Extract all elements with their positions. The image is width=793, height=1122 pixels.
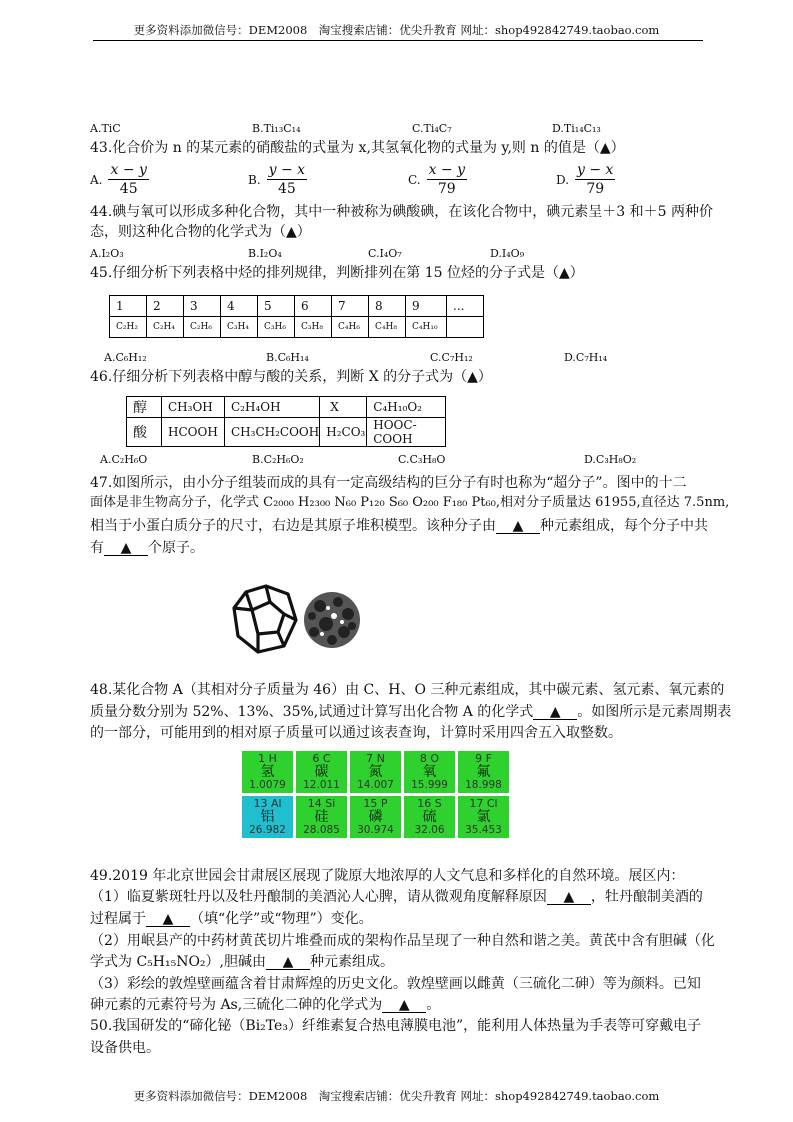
q49-line5	[90, 955, 394, 970]
element-name: 铝	[260, 808, 275, 825]
q43-option-d-num: y − x	[577, 162, 614, 178]
q47-line2: 面体是非生物高分子，化学式 C₂₀₀₀ H₂₃₀₀ N₆₀ P₁₂₀ S₆₀ O₂₀₀ F₁₈₀ Pt₆₀,相对分子质量达 61955,直径达 7.5nm,	[90, 495, 730, 510]
table-cell: 8	[369, 296, 406, 317]
table-cell: 1	[110, 296, 147, 317]
q42-option-c: C.Ti₄C₇	[412, 122, 452, 135]
q43-option-a-den: 45	[119, 181, 138, 197]
q49-line5-head: 学式为 C₅H₁₅NO₂）,胆碱由	[90, 954, 266, 970]
supermolecule-figure	[228, 580, 368, 665]
q49-line2-tail: ，牡丹酿制美酒的	[590, 889, 703, 905]
q49-line7-tail: 。	[426, 997, 441, 1013]
q46-stem: 46.仔细分析下列表格中醇与酸的关系，判断 X 的分子式为（▲）	[90, 369, 492, 385]
q47-line4-tail: 个原子。	[148, 540, 204, 556]
page-footer: 更多资料添加微信号：DEM2008 淘宝搜索店铺：优尖升教育 网址：shop492842749.taobao.com	[133, 1089, 660, 1103]
q46-option-a: A.C₂H₆O	[100, 453, 148, 466]
element-cell-n	[350, 751, 401, 793]
q47-line1: 47.如图所示，由小分子组装而成的具有一定高级结构的巨分子有时也称为“超分子”。图中的十二	[90, 475, 687, 491]
element-symbol: 14 Si	[307, 797, 336, 811]
q49-line5-tail: 种元素组成。	[310, 954, 394, 970]
q43-option-d-den: 79	[586, 181, 605, 197]
element-symbol: 1 H	[258, 752, 277, 766]
table-row	[127, 397, 446, 418]
q43-option-c	[408, 162, 467, 197]
q49-blank-2[interactable]: ▲	[146, 912, 190, 927]
periodic-table-fragment	[242, 751, 509, 838]
element-name: 碳	[314, 763, 329, 780]
q44-option-d: D.I₄O₉	[490, 247, 525, 260]
table-cell: CH₃CH₂COOH	[225, 418, 320, 447]
dodecahedron-model	[234, 586, 296, 652]
element-mass: 26.982	[249, 823, 286, 836]
q49-line3-tail: （填“化学”或“物理”）变化。	[190, 911, 373, 927]
q48-line2-text: 质量分数分别为 52%、13%、35%,试通过计算写出化合物 A 的化学式	[90, 704, 534, 720]
element-mass: 14.007	[357, 778, 394, 791]
table-cell: 醇	[127, 397, 162, 418]
element-name: 氧	[422, 763, 437, 780]
q43-option-d-label: D.	[556, 172, 570, 187]
element-name: 氢	[260, 763, 275, 780]
q49-line4: （2）用岷县产的中药材黄芪切片堆叠而成的架构作品呈现了一种自然和谐之美。黄芪中含有胆碱（化	[90, 933, 715, 949]
table-cell: C₂H₄	[147, 317, 184, 338]
table-cell: C₃H₆	[258, 317, 295, 338]
table-cell: 3	[184, 296, 221, 317]
element-mass: 15.999	[411, 778, 448, 791]
q45-table	[109, 295, 484, 338]
q50-line1: 50.我国研发的“碲化铋（Bi₂Te₃）纤维素复合热电薄膜电池”，能利用人体热量为手表等可穿戴电子	[90, 1018, 702, 1034]
q46-table	[126, 396, 446, 447]
q45-stem: 45.仔细分析下列表格中烃的排列规律，判断排列在第 15 位烃的分子式是（▲）	[90, 265, 584, 281]
q43-option-a-num: x − y	[110, 162, 147, 178]
q43-option-c-num: x − y	[428, 162, 466, 178]
q47-line3-text: 相当于小蛋白质分子的尺寸，右边是其原子堆积模型。该种分子由	[90, 518, 496, 534]
element-symbol: 9 F	[475, 752, 492, 766]
header-rule	[93, 40, 703, 41]
element-mass: 28.085	[303, 823, 340, 836]
element-name: 硅	[314, 808, 329, 825]
q49-line6: （3）彩绘的敦煌壁画蕴含着甘肃辉煌的历史文化。敦煌壁画以雌黄（三硫化二砷）等为颜料。已知	[90, 976, 701, 992]
q43-option-b	[248, 162, 307, 197]
q46-option-b: B.C₂H₆O₂	[252, 453, 304, 466]
table-cell: C₄H₆	[332, 317, 369, 338]
table-row	[110, 317, 484, 338]
table-cell: C₃H₈	[295, 317, 332, 338]
q50-line2: 设备供电。	[90, 1040, 160, 1056]
q43-option-b-label: B.	[248, 172, 261, 187]
table-cell: ...	[447, 296, 484, 317]
q47-blank-1[interactable]: ▲	[496, 519, 540, 534]
element-name: 氯	[476, 808, 491, 825]
element-mass: 18.998	[465, 778, 502, 791]
q43-option-a-label: A.	[90, 172, 103, 187]
element-name: 氮	[368, 763, 383, 780]
element-name: 硫	[422, 808, 437, 825]
table-cell: 9	[406, 296, 447, 317]
element-mass: 30.974	[357, 823, 394, 836]
q42-option-b: B.Ti₁₃C₁₄	[252, 122, 301, 135]
page-header: 更多资料添加微信号：DEM2008 淘宝搜索店铺：优尖升教育 网址：shop492842749.taobao.com	[133, 23, 660, 37]
q48-line2	[90, 705, 731, 720]
element-symbol: 17 Cl	[469, 797, 498, 811]
element-cell-p	[350, 796, 401, 838]
q43-option-a	[90, 162, 149, 197]
q48-blank[interactable]: ▲	[533, 705, 577, 720]
q42-option-d: D.Ti₁₄C₁₃	[552, 122, 601, 135]
table-row	[110, 296, 484, 317]
q48-line2-tail: 。如图所示是元素周期表	[577, 704, 732, 720]
element-mass: 1.0079	[249, 778, 286, 791]
table-cell: 2	[147, 296, 184, 317]
q49-blank-4[interactable]: ▲	[382, 998, 426, 1013]
element-name: 氟	[476, 763, 491, 780]
table-cell: HCOOH	[162, 418, 225, 447]
q43-stem: 43.化合价为 n 的某元素的硝酸盐的式量为 x,其氢氧化物的式量为 y,则 n 的值是（▲）	[90, 140, 625, 156]
q42-option-a: A.TiC	[90, 122, 121, 135]
element-cell-si	[296, 796, 347, 838]
q43-option-b-num: y − x	[268, 162, 306, 178]
table-cell: X	[320, 397, 367, 418]
table-cell: 酸	[127, 418, 162, 447]
atom-packing-model	[304, 592, 360, 648]
element-cell-s	[404, 796, 455, 838]
element-symbol: 8 O	[419, 752, 440, 766]
element-symbol: 7 N	[366, 752, 385, 766]
table-cell: HOOC-COOH	[367, 418, 446, 447]
q49-blank-3[interactable]: ▲	[266, 955, 310, 970]
q45-option-c: C.C₇H₁₂	[430, 351, 473, 364]
q49-blank-1[interactable]: ▲	[547, 890, 591, 905]
table-cell: C₄H₁₀O₂	[367, 397, 446, 418]
element-cell-o	[404, 751, 455, 793]
table-cell: H₂CO₃	[320, 418, 367, 447]
element-mass: 32.06	[414, 823, 445, 836]
q45-option-d: D.C₇H₁₄	[564, 351, 608, 364]
table-cell: 7	[332, 296, 369, 317]
element-symbol: 13 Al	[253, 797, 282, 811]
q46-option-c: C.C₃H₈O	[398, 453, 446, 466]
q44-line1: 44.碘与氧可以形成多种化合物，其中一种被称为碘酸碘，在该化合物中，碘元素呈＋3 和＋5 两种价	[90, 204, 713, 220]
element-cell-f	[458, 751, 509, 793]
q44-option-b: B.I₂O₄	[248, 247, 282, 260]
element-cell-h	[242, 751, 293, 793]
q49-line1: 49.2019 年北京世园会甘肃展区展现了陇原大地浓厚的人文气息和多样化的自然环境。展区内：	[90, 868, 685, 884]
q45-option-a: A.C₆H₁₂	[104, 351, 147, 364]
table-cell: CH₃OH	[162, 397, 225, 418]
q47-line3	[90, 519, 708, 534]
q49-line7	[90, 998, 440, 1013]
table-cell: C₂H₆	[184, 317, 221, 338]
table-cell: C₂H₂	[110, 317, 147, 338]
q48-line3: 的一部分，可能用到的相对原子质量可以通过该表查询，计算时采用四舍五入取整数。	[90, 725, 622, 741]
table-cell: 5	[258, 296, 295, 317]
q44-option-c: C.I₄O₇	[368, 247, 402, 260]
q47-line3-tail: 种元素组成，每个分子中共	[540, 518, 708, 534]
table-cell: C₄H₁₀	[406, 317, 447, 338]
q46-option-d: D.C₃H₈O₂	[584, 453, 637, 466]
element-symbol: 6 C	[312, 752, 331, 766]
element-symbol: 16 S	[417, 797, 442, 811]
q49-line7-head: 砷元素的元素符号为 As,三硫化二砷的化学式为	[90, 997, 383, 1013]
q43-option-b-den: 45	[277, 181, 296, 197]
element-mass: 35.453	[465, 823, 502, 836]
table-cell: 4	[221, 296, 258, 317]
q49-line2	[90, 890, 703, 905]
q44-line2: 态，则这种化合物的化学式为（▲）	[90, 224, 311, 240]
element-mass: 12.011	[303, 778, 340, 791]
table-cell: C₄H₈	[369, 317, 406, 338]
table-row	[127, 418, 446, 447]
table-cell: C₂H₄OH	[225, 397, 320, 418]
q43-option-d	[556, 162, 615, 197]
q43-option-c-den: 79	[437, 181, 456, 197]
q47-blank-2[interactable]: ▲	[104, 541, 148, 556]
element-cell-cl	[458, 796, 509, 838]
table-cell: C₃H₄	[221, 317, 258, 338]
element-name: 磷	[368, 808, 383, 825]
table-cell	[447, 317, 484, 338]
q47-line4	[90, 541, 204, 556]
element-cell-al	[242, 796, 293, 838]
q45-option-b: B.C₆H₁₄	[266, 351, 309, 364]
table-cell: 6	[295, 296, 332, 317]
q44-option-a: A.I₂O₃	[90, 247, 124, 260]
element-symbol: 15 P	[363, 797, 388, 811]
q49-line3-head: 过程属于	[90, 911, 146, 927]
q48-line1: 48.某化合物 A（其相对分子质量为 46）由 C、H、O 三种元素组成，其中碳元素、氢元素、氧元素的	[90, 682, 725, 698]
q47-line4-head: 有	[90, 540, 104, 556]
q49-line3	[90, 912, 373, 927]
q49-line2-text: （1）临夏紫斑牡丹以及牡丹酿制的美酒沁人心脾，请从微观角度解释原因	[90, 889, 547, 905]
element-cell-c	[296, 751, 347, 793]
q43-option-c-label: C.	[408, 172, 421, 187]
